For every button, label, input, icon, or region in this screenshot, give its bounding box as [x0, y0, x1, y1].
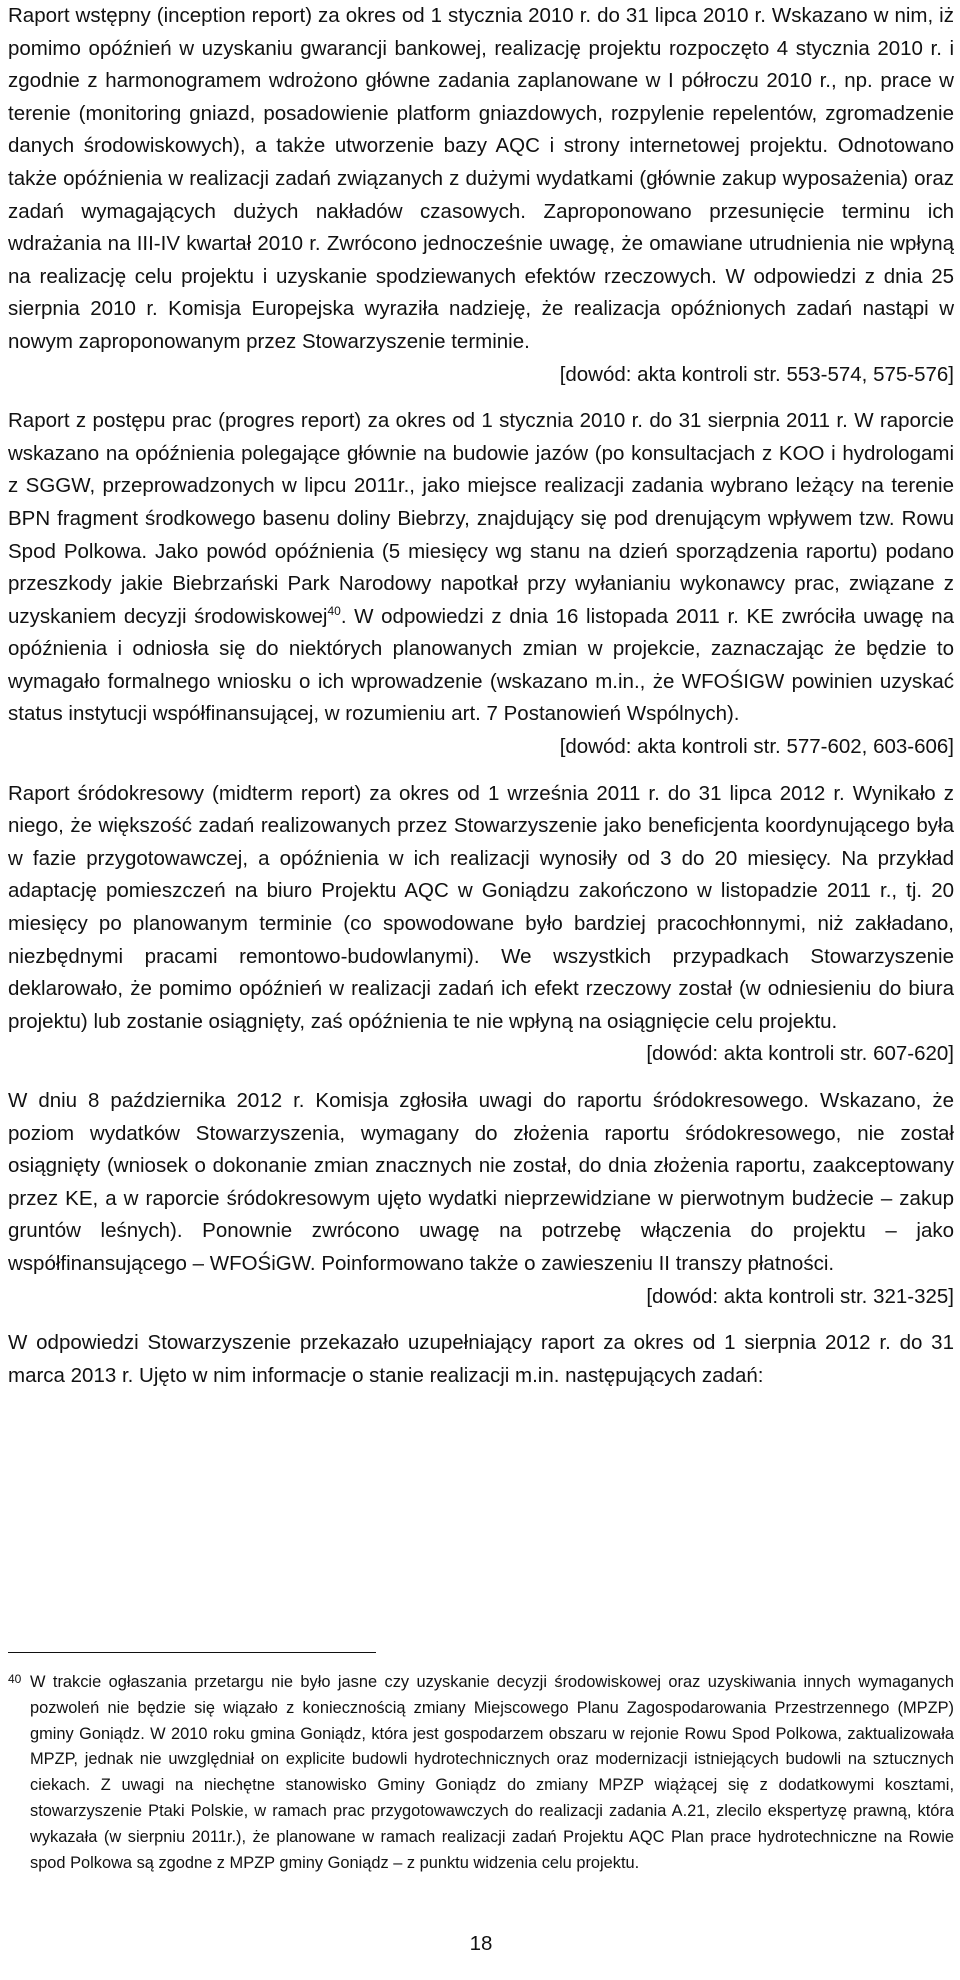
- evidence-reference: [dowód: akta kontroli str. 321-325]: [646, 1284, 954, 1308]
- footnote: [8, 1670, 954, 1876]
- paragraph-supplementary-report: W odpowiedzi Stowarzyszenie przekazało uzupełniający raport za okres od 1 sierpnia 2012 r. do 31 marca 2013 r. Ujęto w nim informacje o stanie realizacji m.in. następujących zadań:: [8, 1331, 954, 1387]
- paragraph-progress-report: [8, 405, 954, 731]
- page-number: 18: [469, 1932, 493, 1955]
- footnote-separator: [8, 1652, 376, 1653]
- evidence-reference: [dowód: akta kontroli str. 607-620]: [646, 1042, 954, 1066]
- footnote-marker: 40: [8, 1672, 22, 1686]
- evidence-reference: [dowód: akta kontroli str. 577-602, 603-606]: [559, 735, 954, 759]
- document-page: [8, 0, 954, 1955]
- paragraph-text: Raport z postępu prac (progres report) za okres od 1 stycznia 2010 r. do 31 sierpnia 2011 r. W raporcie wskazano na opóźnienia polegające głównie na budowie jazów (po konsultacjach z KOO i hydrologami z SGGW, przeprowadzonych w lipcu 2011r., jako miejsce realizacji zadania wybrano leżący na terenie BPN fragment środkowego basenu doliny Biebrzy, znajdujący się pod drenującym wpływem tzw. Rowu Spod Polkowa. Jako powód opóźnienia (5 miesięcy wg stanu na dzień sporządzenia raportu) podano przeszkody jakie Biebrzański Park Narodowy napotkał przy wyłanianiu wykonawcy prac, związane z uzyskaniem decyzji środowiskowej: [8, 409, 954, 628]
- footnote-reference: 40: [327, 603, 341, 618]
- paragraph-inception-report: Raport wstępny (inception report) za okres od 1 stycznia 2010 r. do 31 lipca 2010 r. Wskazano w nim, iż pomimo opóźnień w uzyskaniu gwarancji bankowej, realizację projektu rozpoczęto 4 stycznia 2010 r. i zgodnie z harmonogramem wdrożono główne zadania zaplanowane w I półroczu 2010 r., np. prace w terenie (monitoring gniazd, posadowienie platform gniazdowych, rozpylenie repelentów, zgromadzenie danych środowiskowych), a także utworzenie bazy AQC i strony internetowej projektu. Odnotowano także opóźnienia w realizacji zadań związanych z dużymi wydatkami (głównie zakup wyposażenia) oraz zadań wymagających dużych nakładów czasowych. Zaproponowano przesunięcie terminu ich wdrażania na III-IV kwartał 2010 r. Zwrócono jednocześnie uwagę, że omawiane utrudnienia nie wpłyną na realizację celu projektu i uzyskanie spodziewanych efektów rzeczowych. W odpowiedzi z dnia 25 sierpnia 2010 r. Komisja Europejska wyraziła nadzieję, że realizacja opóźnionych zadań nastąpi w nowym zaproponowanym przez Stowarzyszenie terminie.: [8, 4, 954, 353]
- evidence-reference: [dowód: akta kontroli str. 553-574, 575-576]: [559, 362, 954, 386]
- paragraph-commission-remarks: W dniu 8 października 2012 r. Komisja zgłosiła uwagi do raportu śródokresowego. Wskazano, że poziom wydatków Stowarzyszenia, wymagany do złożenia raportu śródokresowego, nie został osiągnięty (wniosek o dokonanie zmian znacznych nie został, do dnia złożenia raportu, zaakceptowany przez KE, a w raporcie śródokresowym ujęto wydatki nieprzewidziane w pierwotnym budżecie – zakup gruntów leśnych). Ponownie zwrócono uwagę na potrzebę włączenia do projektu – jako współfinansującego – WFOŚiGW. Poinformowano także o zawieszeniu II transzy płatności.: [8, 1089, 954, 1275]
- paragraph-text-continued: . W odpowiedzi z dnia 16 listopada 2011 r. KE zwróciła uwagę na opóźnienia i odniosła się do niektórych planowanych zmian w projekcie, zaznaczając że będzie to wymagało formalnego wniosku o ich wprowadzenie (wskazano m.in., że WFOŚIGW powinien uzyskać status instytucji współfinansującej, w rozumieniu art. 7 Postanowień Wspólnych).: [8, 604, 954, 726]
- footnote-text: W trakcie ogłaszania przetargu nie było jasne czy uzyskanie decyzji środowiskowej oraz uzyskiwania innych wymaganych pozwoleń nie będzie się wiązało z koniecznością zmiany Miejscowego Planu Zagospodarowania Przestrzennego (MPZP) gminy Goniądz. W 2010 roku gmina Goniądz, która jest gospodarzem obszaru w rejonie Rowu Spod Polkowa, zaktualizowała MPZP, jednak nie uwzględniał on explicite budowli hydrotechnicznych oraz modernizacji istniejących budowli na sztucznych ciekach. Z uwagi na niechętne stanowisko Gminy Goniądz do zmiany MPZP wiążącej się z dodatkowymi kosztami, stowarzyszenie Ptaki Polskie, w ramach prac przygotowawczych do realizacji zadania A.21, zlecilo ekspertyzę prawną, która wykazała (w sierpniu 2011r.), że planowane w ramach realizacji zadań Projektu AQC Plan prace hydrotechniczne na Rowie spod Polkowa są zgodne z MPZP gminy Goniądz – z punktu widzenia celu projektu.: [30, 1673, 954, 1872]
- paragraph-midterm-report: Raport śródokresowy (midterm report) za okres od 1 września 2011 r. do 31 lipca 2012 r. Wynikało z niego, że większość zadań realizowanych przez Stowarzyszenie jako beneficjenta koordynującego była w fazie przygotowawczej, a opóźnienia w ich realizacji wynosiły od 3 do 20 miesięcy. Na przykład adaptację pomieszczeń na biuro Projektu AQC w Goniądzu zakończono w listopadzie 2011 r., tj. 20 miesięcy po planowanym terminie (co spowodowane było bardziej pracochłonnymi, niż zakładano, niezbędnymi pracami remontowo-budowlanymi). We wszystkich przypadkach Stowarzyszenie deklarowało, że pomimo opóźnień w realizacji zadań ich efekt rzeczowy został (w odniesieniu do biura projektu) lub zostanie osiągnięty, zaś opóźnienia te nie wpłyną na osiągnięcie celu projektu.: [8, 781, 954, 1033]
